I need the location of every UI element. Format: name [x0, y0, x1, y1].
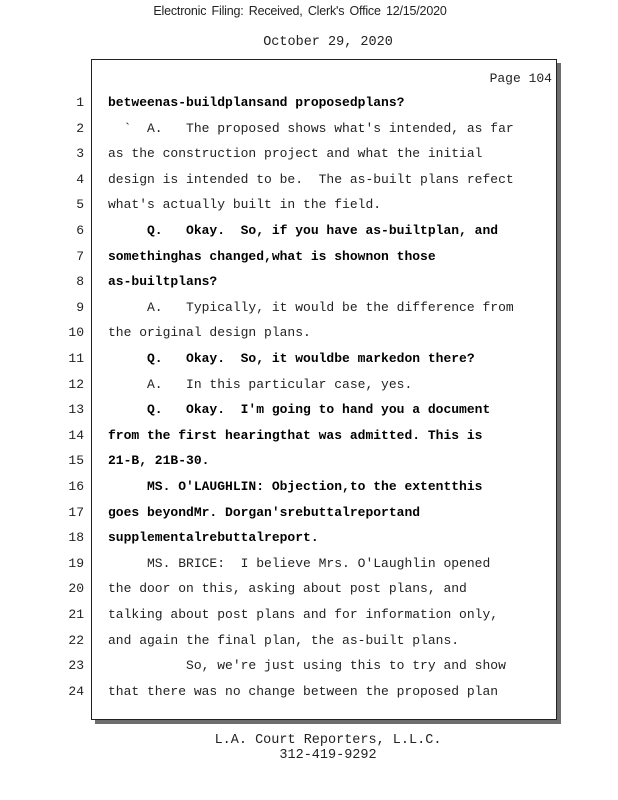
transcript-line: goes beyondMr. Dorgan'srebuttalreportand	[108, 505, 421, 520]
transcript-line: as the construction project and what the initial	[108, 146, 483, 161]
transcript-line: 21-B, 21B-30.	[108, 453, 210, 468]
transcript-line: talking about post plans and for information only,	[108, 607, 499, 622]
transcript-line: ` A. The proposed shows what's intended, as far	[108, 121, 514, 136]
line-number: 13	[68, 402, 84, 417]
line-number: 2	[76, 121, 84, 136]
transcript-line: design is intended to be. The as-built plans refect	[108, 172, 514, 187]
line-number: 4	[76, 172, 84, 187]
transcript-line: the door on this, asking about post plans, and	[108, 581, 467, 596]
transcript-line: So, we're just using this to try and show	[108, 658, 506, 673]
transcript-line: Q. Okay. So, if you have as-builtplan, and	[108, 223, 499, 238]
transcript-line: supplementalrebuttalreport.	[108, 530, 319, 545]
line-number: 9	[76, 300, 84, 315]
line-number: 6	[76, 223, 84, 238]
transcript-line: Q. Okay. I'm going to hand you a document	[108, 402, 491, 417]
reporter-phone: 312-419-9292	[279, 748, 377, 763]
transcript-line: betweenas-buildplansand proposedplans?	[108, 95, 405, 110]
transcript-line: as-builtplans?	[108, 274, 218, 289]
line-number: 1	[76, 95, 84, 110]
line-number: 15	[68, 453, 84, 468]
transcript-line: the original design plans.	[108, 325, 311, 340]
transcript-line: that there was no change between the proposed plan	[108, 684, 499, 699]
reporter-company: L.A. Court Reporters, L.L.C.	[214, 733, 442, 748]
transcript-line: Q. Okay. So, it wouldbe markedon there?	[108, 351, 475, 366]
line-number: 7	[76, 249, 84, 264]
line-number: 11	[68, 351, 84, 366]
line-number: 20	[68, 581, 84, 596]
transcript-line: A. Typically, it would be the difference from	[108, 300, 514, 315]
line-number: 8	[76, 274, 84, 289]
transcript-line: MS. BRICE: I believe Mrs. O'Laughlin opened	[108, 556, 491, 571]
line-number: 22	[68, 633, 84, 648]
line-number: 21	[68, 607, 84, 622]
line-number: 3	[76, 146, 84, 161]
transcript-line: MS. O'LAUGHLIN: Objection,to the extentthis	[108, 479, 483, 494]
line-number: 18	[68, 530, 84, 545]
transcript-line: and again the final plan, the as-built plans.	[108, 633, 460, 648]
transcript-line: A. In this particular case, yes.	[108, 377, 413, 392]
transcript-line: what's actually built in the field.	[108, 197, 382, 212]
filing-stamp: Electronic Filing: Received, Clerk's Office 12/15/2020	[153, 4, 447, 18]
line-number: 19	[68, 556, 84, 571]
line-number: 12	[68, 377, 84, 392]
transcript-line: somethinghas changed,what is shownon those	[108, 249, 436, 264]
footer	[0, 733, 618, 763]
line-number: 17	[68, 505, 84, 520]
line-number: 5	[76, 197, 84, 212]
transcript-line: from the first hearingthat was admitted. This is	[108, 428, 483, 443]
line-number: 24	[68, 684, 84, 699]
line-number: 16	[68, 479, 84, 494]
page-number: Page 104	[489, 71, 552, 86]
deposition-date: October 29, 2020	[263, 35, 393, 50]
line-number: 23	[68, 658, 84, 673]
line-number: 10	[68, 325, 84, 340]
line-number: 14	[68, 428, 84, 443]
